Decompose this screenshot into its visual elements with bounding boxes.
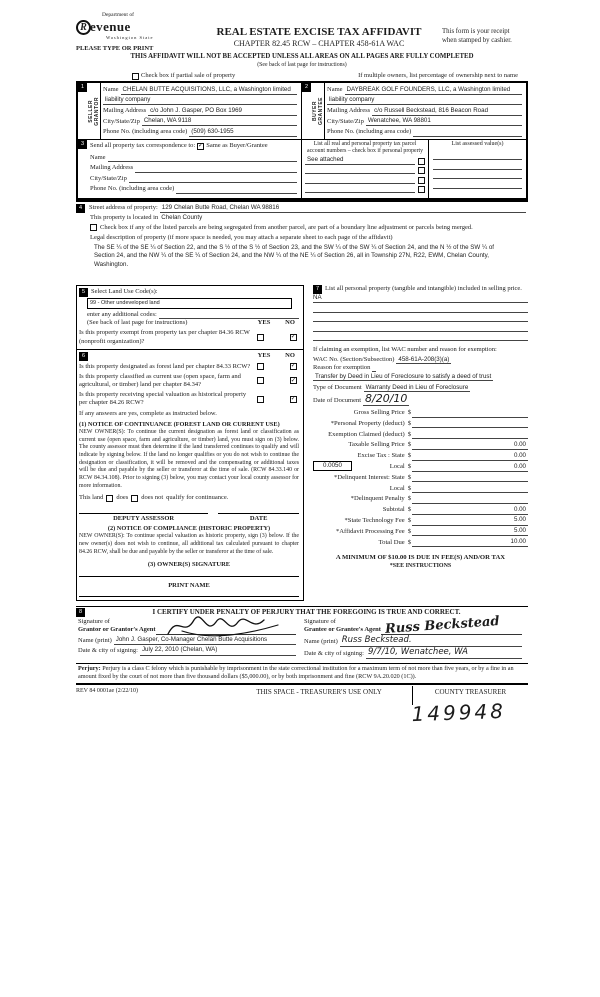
- seller-name-value-cont: liability company: [103, 96, 297, 105]
- grantee-signature-line: [381, 613, 522, 637]
- segregated-checkbox[interactable]: [90, 224, 97, 231]
- county-treasurer-label: COUNTY TREASURER: [412, 686, 528, 705]
- does-label: does: [116, 494, 129, 502]
- buyer-name-label: Name: [327, 86, 343, 94]
- land-use-section: [77, 286, 303, 350]
- treasurer-space-label: THIS SPACE - TREASURER'S USE ONLY: [256, 687, 382, 696]
- personal-property-blank-line: [313, 303, 528, 313]
- treasurer-stamp-number: 149948: [411, 698, 507, 726]
- located-in-value: Chelan County: [161, 213, 203, 221]
- grantor-signature-block: [76, 618, 302, 660]
- current-use-yes-checkbox[interactable]: [257, 377, 264, 384]
- personal-property-checkbox[interactable]: [418, 177, 425, 184]
- buyer-city-value: Wenatchee, WA 98801: [366, 117, 522, 126]
- gross-selling-price-label: Gross Selling Price: [353, 409, 405, 417]
- print-name-label: PRINT NAME: [168, 581, 210, 589]
- personal-property-blank-line: [313, 313, 528, 323]
- partial-sale-label: Check box if partial sale of property: [141, 71, 236, 79]
- exemption-reason-label: Reason for exemption: [313, 364, 371, 372]
- notice-compliance-title: (2) NOTICE OF COMPLIANCE (HISTORIC PROPERTY): [107, 525, 271, 533]
- seller-city-value: Chelan, WA 9118: [142, 117, 297, 126]
- legal-description-label: Legal description of property (if more space is needed, you may attach a separate sheet to each page of the affidavit): [90, 233, 393, 241]
- corr-phone-value: [176, 186, 297, 194]
- parcel-row-value: [305, 166, 415, 174]
- personal-property-blank-line: [313, 332, 528, 342]
- date-label: DATE: [218, 513, 299, 523]
- no-header: NO: [285, 318, 295, 326]
- corr-city-value: [129, 175, 297, 183]
- parcel-numbers-header: List all real and personal property tax parcel account numbers – check box if personal property: [307, 140, 424, 154]
- exempt-yes-checkbox[interactable]: [257, 334, 264, 341]
- receipt-note: This form is your receipt when stamped by cashier.: [442, 28, 512, 45]
- exemption-claim-label: If claiming an exemption, list WAC number and reason for exemption:: [313, 346, 497, 354]
- parcel-row-value: See attached: [305, 156, 415, 165]
- state-technology-fee-value: 5.00: [513, 516, 526, 524]
- does-not-label: does not: [141, 494, 164, 502]
- total-due-value: 10.00: [510, 538, 526, 546]
- buyer-name-value-cont: liability company: [327, 96, 522, 105]
- selling-price-column: 7 List all personal property (tangible and intangible) included in selling price. NA If claiming an exemption, list WAC number and reason for exemption: WAC No. (Section/Subsection) 458-61A-208(3)(a) Reason for exemption Transfer by Deed in Lieu of Foreclosure to satisfy a deed of trust Type of Document Warranty Deed in Lieu of Foreclosure Date of Document 8/20/10 Gross Selling Price $ *Personal Property (deduct) $ Exemption Claimed (deduct) $ Taxable Selling Price $ 0.00 Excise Tax : State $ 0.00 0.0050 Local $ 0.00 *Delinquent Interest: State $ Local $ *Delinquent Penalty $ Subtotal $ 0.00 *State Technology Fee $ 5.00 *Affidavit Processing Fee $ 5.00 Total Due $ 10.00 A MINIMUM OF $10.00 IS DUE IN FEE(S) AND/OR TAX *SEE INSTRUCTIONS: [313, 284, 526, 569]
- state-technology-fee-label: *State Technology Fee: [344, 516, 405, 524]
- document-type-label: Type of Document: [313, 384, 362, 392]
- subtotal-value: 0.00: [513, 505, 526, 513]
- seller-mailing-label: Mailing Address: [103, 107, 147, 115]
- section-8-marker: 8: [76, 608, 85, 617]
- corr-name-value: [108, 154, 297, 162]
- exempt-question: Is this property exempt from property tax per chapter 84.36 RCW (nonprofit organization)?: [79, 329, 250, 345]
- assessed-values-header: List assessed value(s): [451, 140, 504, 147]
- assessed-value-line: [433, 160, 522, 170]
- current-use-no-checkbox[interactable]: ✓: [290, 376, 297, 384]
- buyer-grantee-side-label: BUYER GRANTEE: [312, 83, 325, 139]
- check-mark: ✓: [198, 141, 204, 149]
- section-7-marker: 7: [313, 285, 322, 294]
- land-does-checkbox[interactable]: [106, 495, 113, 502]
- seller-grantor-section: [78, 83, 302, 139]
- grantor-signature-line: [156, 627, 296, 635]
- affidavit-processing-fee-value: 5.00: [513, 527, 526, 535]
- parcel-numbers-section: [302, 140, 429, 198]
- wac-number-label: WAC No. (Section/Subsection): [313, 355, 395, 363]
- excise-tax-state-value: 0.00: [513, 451, 526, 459]
- historic-yes-checkbox[interactable]: [257, 396, 264, 403]
- located-in-label: This property is located in: [90, 213, 159, 221]
- perjury-notice: [76, 663, 528, 685]
- logo-washington-state-text: Washington State: [106, 35, 154, 41]
- chapter-subtitle: CHAPTER 82.45 RCW – CHAPTER 458-61A WAC: [233, 39, 405, 49]
- not-accepted-warning: THIS AFFIDAVIT WILL NOT BE ACCEPTED UNLESS ALL AREAS ON ALL PAGES ARE FULLY COMPLETED: [130, 53, 474, 61]
- grantee-name-print-value: Russ Beckstead.: [340, 635, 522, 647]
- excise-tax-local-label: Local: [389, 463, 405, 470]
- no-header: NO: [285, 352, 295, 360]
- please-type-or-print: PLEASE TYPE OR PRINT: [76, 44, 154, 52]
- legal-description-value: The SE ¼ of the SE ¼ of Section 22, and the S ½ of the S ½ of Section 23, and the SW ¼ of the SW ¼ of Section 24, and the N ½ of the SW ¼ of Section 24, and the NW ¼ of the SE ¼ of Section 24, and the NW ¼ of the NE ¼ of Section 26, all in Township 27N, R22, EWM, Chelan County, Washington.: [94, 243, 495, 269]
- assessed-value-line: [433, 179, 522, 189]
- land-use-code-input[interactable]: 99 - Other undeveloped land: [87, 298, 292, 309]
- assessed-value-line: [433, 170, 522, 180]
- reet-affidavit-form: [76, 12, 528, 731]
- seller-name-value: CHELAN BUTTE ACQUISITIONS, LLC, a Washington limited: [121, 86, 297, 95]
- grantee-sig-label-2: Grantee or Grantee's Agent: [304, 626, 381, 634]
- property-description-section: [76, 200, 528, 274]
- delinquent-interest-state-label: *Delinquent Interest: State: [334, 473, 405, 481]
- this-land-label: This land: [79, 494, 104, 502]
- land-use-label: Select Land Use Code(s):: [91, 288, 158, 296]
- section-4-marker: 4: [76, 204, 85, 213]
- buyer-grantee-section: [302, 83, 526, 139]
- document-date-label: Date of Document: [313, 397, 362, 405]
- corr-city-label: City/State/Zip: [90, 174, 127, 182]
- parcel-row-value: [305, 185, 415, 193]
- affidavit-processing-fee-label: *Affidavit Processing Fee: [335, 527, 405, 535]
- grantee-signature-value: Russ Beckstead: [384, 613, 501, 637]
- segregated-label: Check box if any of the listed parcels are being segregated from another parcel, are part of a boundary line adjustment or parcels being merged.: [100, 223, 473, 231]
- subtotal-label: Subtotal: [382, 506, 405, 514]
- notice-compliance-text: NEW OWNER(S): To continue special valuation as historic property, sign (3) below. If the new owner(s) does not wish to continue, all additional tax calculated pursuant to chapter 84.26 RCW, shall be due and payable by the seller or transferor at the time of sale.: [79, 533, 299, 555]
- corr-phone-label: Phone No. (including area code): [90, 185, 175, 193]
- grantee-date-city-value: 9/7/10, Wenatchee, WA: [366, 647, 522, 659]
- personal-property-header: List all personal property (tangible and intangible) included in selling price.: [325, 284, 522, 292]
- land-does-not-checkbox[interactable]: [131, 495, 138, 502]
- grantor-sig-label-2: Grantor or Grantor's Agent: [78, 626, 156, 634]
- grantee-name-print-label: Name (print): [304, 638, 338, 646]
- if-any-yes-note: If any answers are yes, complete as instructed below.: [79, 410, 217, 418]
- seller-grantor-side-label: SELLER GRANTOR: [88, 83, 101, 139]
- current-use-question: Is this property classified as current use (open space, farm and agricultural, or timber) land per chapter 84.34?: [79, 372, 241, 388]
- exemption-reason-value: Transfer by Deed in Lieu of Foreclosure to satisfy a deed of trust: [315, 372, 492, 380]
- exemption-claimed-label: Exemption Claimed (deduct): [328, 430, 405, 438]
- parcel-row-value: [305, 176, 415, 184]
- seller-name-label: Name: [103, 86, 119, 94]
- see-instructions-note: *SEE INSTRUCTIONS: [389, 562, 452, 569]
- personal-property-blank-line: [313, 322, 528, 332]
- perjury-label: Perjury:: [78, 664, 101, 672]
- send-correspondence-label: Send all property tax correspondence to:: [90, 142, 196, 149]
- total-due-label: Total Due: [378, 538, 405, 546]
- forest-land-question: Is this property designated as forest land per chapter 84.33 RCW?: [79, 362, 251, 370]
- yes-header: YES: [257, 352, 271, 360]
- notice-continuance-text: NEW OWNER(S): To continue the current designation as forest land or classification as current use (open space, farm and agriculture, or timber) land, you must sign on (3) below. The county assessor must then determine if the land transferred continues to qualify and will indicate by signing below. If the land no longer qualifies or you do not wish to continue the designation or classification, it will be removed and the compensating or additional taxes will be due and payable by the seller or transferor at the time of sale. (RCW 84.33.140 or RCW 84.34.108). Prior to signing (3) below, you may contact your local county assessor for more information.: [79, 428, 299, 489]
- dor-logo: [76, 12, 196, 41]
- buyer-city-label: City/State/Zip: [327, 117, 364, 125]
- print-name-line: [79, 590, 299, 597]
- section-6-marker: 6: [79, 352, 88, 361]
- multiple-owners-note: If multiple owners, list percentage of ownership next to name: [358, 71, 518, 79]
- perjury-text: Perjury is a class C felony which is punishable by imprisonment in the state correctional institution for a maximum term of not more than five years, or by a fine in an amount fixed by the court of not more than five thousand dollars ($5,000.00), or by both imprisonment and fine (RCW 9A.20.020 (1C)).: [78, 664, 514, 680]
- grantee-sig-label-1: Signature of: [304, 618, 336, 626]
- historic-no-checkbox[interactable]: ✓: [290, 394, 297, 402]
- additional-codes-value: [159, 311, 299, 319]
- buyer-phone-label: Phone No. (including area code): [327, 128, 412, 136]
- certification-section: [76, 606, 528, 660]
- seller-phone-label: Phone No. (including area code): [103, 128, 188, 136]
- corr-name-label: Name: [90, 153, 106, 161]
- personal-property-checkbox[interactable]: [418, 186, 425, 193]
- street-address-label: Street address of property:: [89, 204, 158, 212]
- personal-property-checkbox[interactable]: [418, 167, 425, 174]
- section-2-marker: 2: [302, 83, 311, 92]
- form-revision-number: REV 84 0001ae (2/22/10): [76, 687, 139, 694]
- grantor-name-print-value: John J. Gasper, Co-Manager Chelan Butte Acquisitions: [114, 636, 296, 645]
- certify-statement: I CERTIFY UNDER PENALTY OF PERJURY THAT THE FOREGOING IS TRUE AND CORRECT.: [152, 608, 461, 617]
- section-1-marker: 1: [78, 83, 87, 92]
- same-as-buyer-label: Same as Buyer/Grantee: [206, 142, 268, 149]
- excise-tax-local-value: 0.00: [513, 462, 526, 470]
- wac-number-value: 458-61A-208(3)(a): [398, 355, 450, 363]
- minimum-due-note: A MINIMUM OF $10.00 IS DUE IN FEE(S) AND/OR TAX: [335, 554, 506, 562]
- logo-revenue-text: evenue: [90, 18, 131, 34]
- additional-codes-label: enter any additional codes:: [87, 310, 157, 318]
- historic-question: Is this property receiving special valuation as historical property per chapter 84.26 RCW?: [79, 391, 247, 407]
- section-5-marker: 5: [79, 288, 88, 297]
- exempt-no-checkbox[interactable]: ✓: [290, 333, 297, 341]
- buyer-mailing-value: c/o Russell Beckstead, 816 Beacon Road: [372, 107, 522, 116]
- assessed-value-line: [433, 151, 522, 161]
- see-back-note-2: (See back of last page for instructions): [87, 318, 188, 326]
- revenue-r-circle-icon: R: [76, 20, 91, 35]
- logo-department-of-text: Department of: [102, 12, 134, 18]
- see-back-note: (See back of last page for instructions): [257, 62, 347, 69]
- corr-mailing-label: Mailing Address: [90, 164, 134, 172]
- grantor-signature-scribble: [164, 612, 284, 638]
- grantee-signature-block: [302, 613, 528, 660]
- document-date-value: 8/20/10: [365, 392, 408, 406]
- buyer-phone-value: [413, 129, 522, 137]
- taxable-selling-price-label: Taxable Selling Price: [348, 441, 405, 449]
- page-title: REAL ESTATE EXCISE TAX AFFIDAVIT: [216, 26, 422, 38]
- document-type-value: Warranty Deed in Lieu of Foreclosure: [365, 384, 469, 392]
- seller-phone-value: (509) 630-1955: [189, 128, 297, 137]
- designation-section: [77, 350, 303, 601]
- grantor-name-print-label: Name (print): [78, 636, 112, 644]
- partial-sale-checkbox[interactable]: [132, 73, 139, 80]
- seller-city-label: City/State/Zip: [103, 117, 140, 125]
- parties-box: [76, 81, 528, 200]
- grantor-date-city-value: July 22, 2010 (Chelan, WA): [140, 646, 296, 655]
- personal-property-value: NA: [313, 294, 322, 302]
- taxable-selling-price-value: 0.00: [513, 440, 526, 448]
- personal-property-deduct-label: *Personal Property (deduct): [330, 419, 405, 427]
- local-rate-box: 0.0050: [313, 461, 352, 471]
- section-3-marker: 3: [78, 140, 87, 149]
- same-as-buyer-checkbox[interactable]: [197, 143, 204, 150]
- assessed-values-section: [429, 140, 526, 198]
- grantor-date-city-label: Date & city of signing:: [78, 647, 138, 655]
- buyer-mailing-label: Mailing Address: [327, 107, 371, 115]
- deputy-assessor-label: DEPUTY ASSESSOR: [79, 513, 208, 523]
- qualify-label: qualify for continuance.: [166, 494, 229, 502]
- owner-signature-label: (3) OWNER(S) SIGNATURE: [147, 561, 231, 569]
- forest-yes-checkbox[interactable]: [257, 363, 264, 370]
- form-header: [76, 12, 528, 53]
- tax-correspondence-section: [78, 140, 302, 198]
- street-address-value: 129 Chelan Butte Road, Chelan WA 98816: [160, 204, 526, 213]
- grantor-sig-label-1: Signature of: [78, 618, 110, 626]
- grantee-date-city-label: Date & city of signing:: [304, 650, 364, 658]
- personal-property-checkbox[interactable]: [418, 158, 425, 165]
- seller-mailing-value: c/o John J. Gasper, PO Box 1969: [148, 107, 297, 116]
- forest-no-checkbox[interactable]: ✓: [290, 362, 297, 370]
- corr-mailing-value: [135, 165, 297, 173]
- owner-signature-line: [79, 570, 299, 577]
- delinquent-penalty-label: *Delinquent Penalty: [350, 495, 405, 503]
- buyer-name-value: DAYBREAK GOLF FOUNDERS, LLC, a Washington limited: [345, 86, 522, 95]
- delinquent-interest-local-label: Local: [389, 484, 405, 492]
- excise-tax-state-label: Excise Tax : State: [357, 452, 405, 460]
- notice-continuance-title: (1) NOTICE OF CONTINUANCE (FOREST LAND OR CURRENT USE): [79, 420, 280, 428]
- yes-header: YES: [257, 318, 271, 326]
